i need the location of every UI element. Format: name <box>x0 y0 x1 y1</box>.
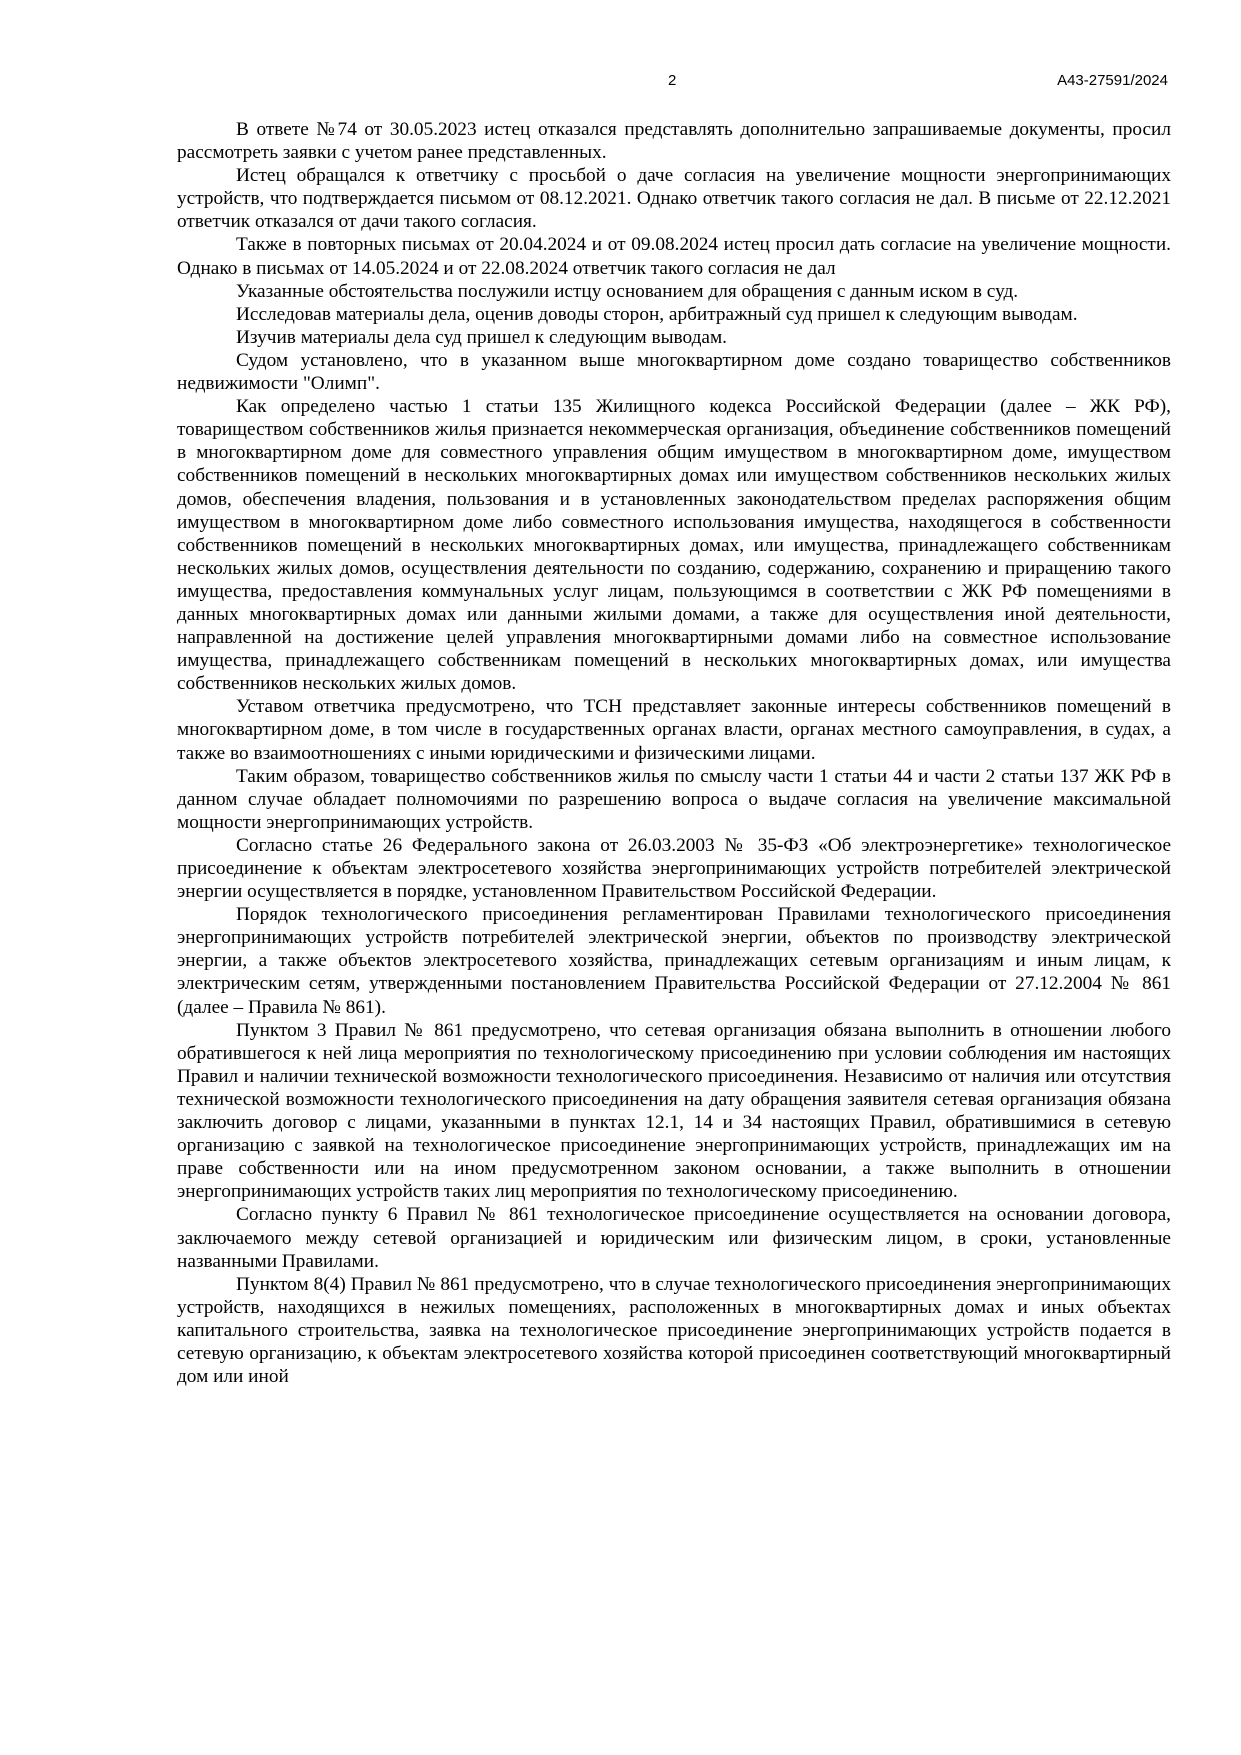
paragraph: В ответе №74 от 30.05.2023 истец отказался представлять дополнительно запрашиваемые документы, просил рассмотреть заявки с учетом ранее представленных. <box>177 119 1171 164</box>
paragraph: Уставом ответчика предусмотрено, что ТСН представляет законные интересы собственников помещений в многоквартирном доме, в том числе в государственных органах власти, органах местного самоуправления, в судах, а также во взаимоотношениях с иными юридическими и физическими лицами. <box>177 696 1171 764</box>
paragraph: Исследовав материалы дела, оценив доводы сторон, арбитражный суд пришел к следующим выводам. <box>236 303 1078 325</box>
paragraph: Порядок технологического присоединения регламентирован Правилами технологического присоединения энергопринимающих устройств потребителей электрической энергии, объектов по производству электрической энергии, а также объектов электросетевого хозяйства, принадлежащих сетевым организациям и иным лицам, к электрическим сетям, утвержденными постановлением Правительства Российской Федерации от 27.12.2004 № 861 (далее – Правила № 861). <box>177 904 1171 1018</box>
page-number: 2 <box>668 72 677 89</box>
paragraph: Также в повторных письмах от 20.04.2024 и от 09.08.2024 истец просил дать согласие на увеличение мощности. Однако в письмах от 14.05.2024 и от 22.08.2024 ответчик такого согласия не дал <box>177 234 1171 279</box>
paragraph: Согласно пункту 6 Правил № 861 технологическое присоединение осуществляется на основании договора, заключаемого между сетевой организацией и юридическим или физическим лицом, в сроки, установленные названными Правилами. <box>177 1204 1171 1272</box>
document-body <box>177 118 1171 1388</box>
paragraph: Пунктом 8(4) Правил № 861 предусмотрено, что в случае технологического присоединения энергопринимающих устройств, находящихся в нежилых помещениях, расположенных в многоквартирных домах и иных объектах капитального строительства, заявка на технологическое присоединение энергопринимающих устройств подается в сетевую организацию, к объектам электросетевого хозяйства которой присоединен соответствующий многоквартирный дом или иной <box>177 1273 1171 1388</box>
page-header <box>0 72 1241 96</box>
paragraph: Истец обращался к ответчику с просьбой о даче согласия на увеличение мощности энергопринимающих устройств, что подтверждается письмом от 08.12.2021. Однако ответчик такого согласия не дал. В письме от 22.12.2021 ответчик отказался от дачи такого согласия. <box>177 165 1171 233</box>
paragraph: Изучив материалы дела суд пришел к следующим выводам. <box>236 326 727 348</box>
paragraph: Пунктом 3 Правил № 861 предусмотрено, что сетевая организация обязана выполнить в отношении любого обратившегося к ней лица мероприятия по технологическому присоединению при условии соблюдения им настоящих Правил и наличии технической возможности технологического присоединения. Независимо от наличия или отсутствия технической возможности технологического присоединения на дату обращения заявителя сетевая организация обязана заключить договор с лицами, указанными в пунктах 12.1, 14 и 34 настоящих Правил, обратившимися в сетевую организацию с заявкой на технологическое присоединение энергопринимающих устройств, принадлежащих им на праве собственности или на ином предусмотренном законом основании, а также выполнить в отношении энергопринимающих устройств таких лиц мероприятия по технологическому присоединению. <box>177 1019 1171 1203</box>
case-number: А43-27591/2024 <box>1057 72 1168 89</box>
paragraph: Указанные обстоятельства послужили истцу основанием для обращения с данным иском в суд. <box>236 280 1019 302</box>
paragraph: Судом установлено, что в указанном выше многоквартирном доме создано товарищество собственников недвижимости "Олимп". <box>177 349 1171 395</box>
paragraph: Как определено частью 1 статьи 135 Жилищного кодекса Российской Федерации (далее – ЖК РФ), товариществом собственников жилья признается некоммерческая организация, объединение собственников помещений в многоквартирном доме для совместного управления общим имуществом в многоквартирном доме, имуществом собственников помещений в нескольких многоквартирных домах или имуществом собственников нескольких жилых домов, обеспечения владения, пользования и в установленных законодательством пределах распоряжения общим имуществом в многоквартирном доме либо совместного использования имущества, находящегося в собственности собственников помещений в нескольких многоквартирных домах, или имущества, принадлежащего собственникам нескольких жилых домов, осуществления деятельности по созданию, содержанию, сохранению и приращению такого имущества, предоставления коммунальных услуг лицам, пользующимся в соответствии с ЖК РФ помещениями в данных многоквартирных домах или данными жилыми домами, а также для осуществления иной деятельности, направленной на достижение целей управления многоквартирными домами либо на совместное использование имущества, принадлежащего собственникам помещений в нескольких многоквартирных домах, или имущества собственников нескольких жилых домов. <box>177 396 1171 695</box>
paragraph: Согласно статье 26 Федерального закона от 26.03.2003 № 35-ФЗ «Об электроэнергетике» технологическое присоединение к объектам электросетевого хозяйства энергопринимающих устройств потребителей электрической энергии осуществляется в порядке, установленном Правительством Российской Федерации. <box>177 834 1171 903</box>
paragraph: Таким образом, товарищество собственников жилья по смыслу части 1 статьи 44 и части 2 статьи 137 ЖК РФ в данном случае обладает полномочиями по разрешению вопроса о выдаче согласия на увеличение максимальной мощности энергопринимающих устройств. <box>177 765 1171 833</box>
